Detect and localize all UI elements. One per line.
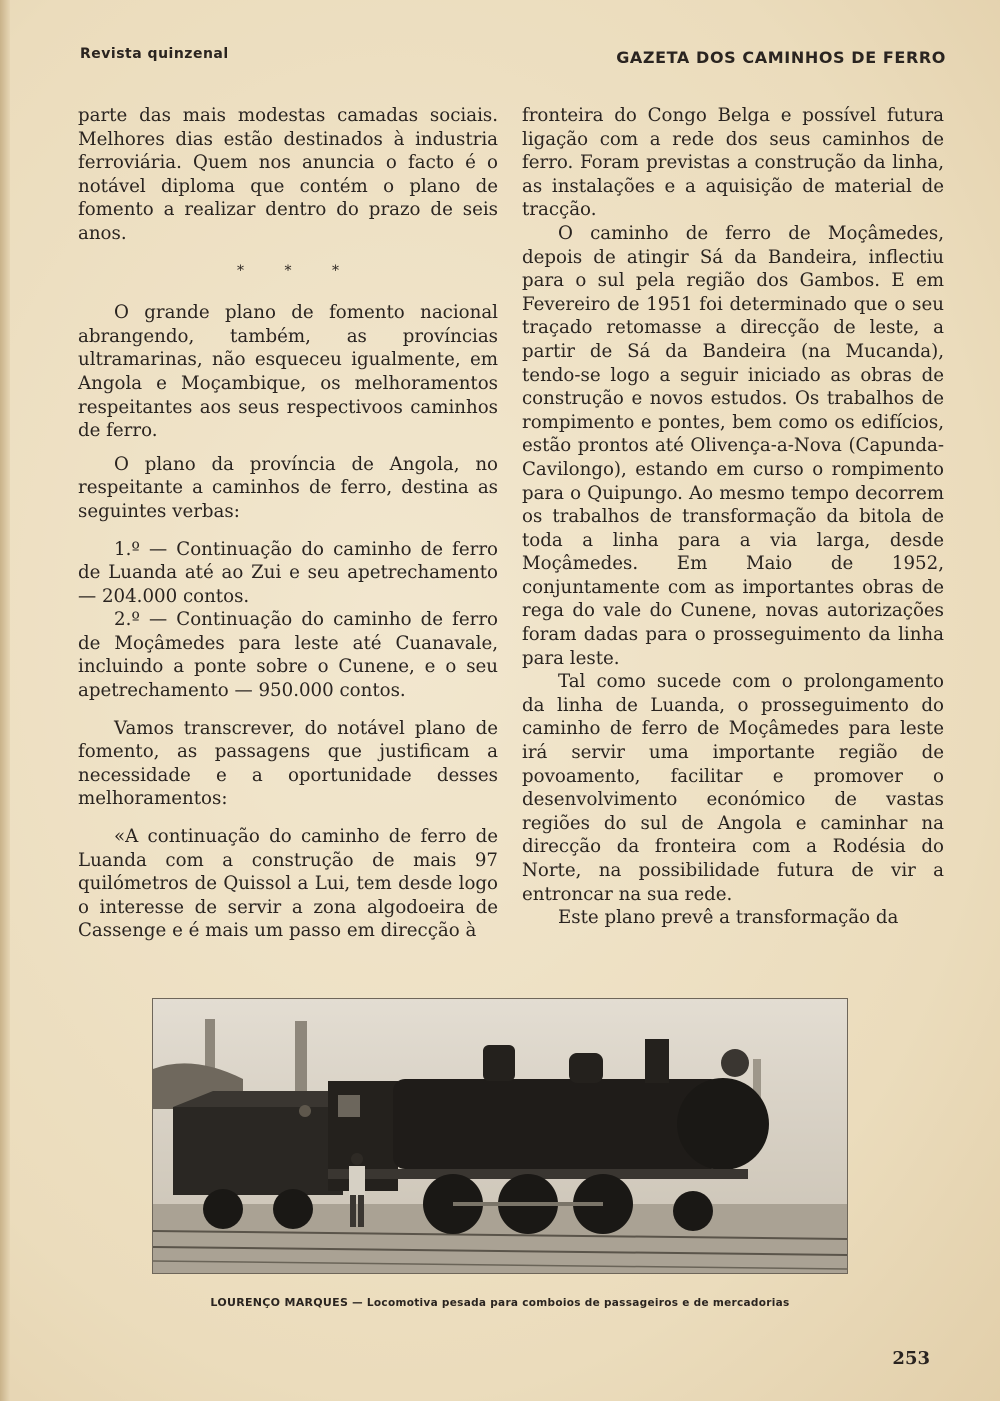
- left-paragraph-1: parte das mais modestas camadas sociais. Melhores dias estão destinados à industria ferroviária. Quem nos anuncia o facto é o notável diploma que contém o plano de fomento a realizar dentro do prazo de seis anos.: [78, 105, 498, 244]
- right-paragraph-1: fronteira do Congo Belga e possível futura ligação com a rede dos seus caminhos de ferro. Foram previstas a construção da linha, as instalações e a aquisição de material de tracção.: [522, 105, 944, 221]
- left-paragraph-2: O grande plano de fomento nacional abrangendo, também, as províncias ultramarinas, não esqueceu igualmente, em Angola e Moçambique, os melhoramentos respeitantes aos seus respectivoos caminhos de ferro.: [78, 302, 498, 442]
- budget-item-2: 2.º — Continuação do caminho de ferro de Moçâmedes para leste até Cuanavale, incluindo a ponte sobre o Cunene, e o seu apetrechamento — 950.000 contos.: [78, 609, 498, 702]
- left-paragraph-3: O plano da província de Angola, no respeitante a caminhos de ferro, destina as seguintes verbas:: [78, 453, 498, 522]
- section-separator: * * *: [237, 262, 357, 279]
- right-column: [522, 104, 944, 930]
- running-header-left: Revista quinzenal: [80, 46, 229, 62]
- page-number: 253: [892, 1348, 930, 1369]
- caption-place: LOURENÇO MARQUES: [210, 1296, 349, 1309]
- caption-text: — Locomotiva pesada para comboios de passageiros e de mercadorias: [348, 1297, 790, 1309]
- right-paragraph-4: Este plano prevê a transformação da: [558, 907, 899, 929]
- left-paragraph-4: Vamos transcrever, do notável plano de fomento, as passagens que justificam a necessidade e a oportunidade desses melhoramentos:: [78, 717, 498, 810]
- locomotive-photo: [152, 998, 848, 1274]
- running-header-right: GAZETA DOS CAMINHOS DE FERRO: [616, 48, 946, 67]
- locomotive-illustration: [153, 999, 847, 1273]
- right-paragraph-3: Tal como sucede com o prolongamento da linha de Luanda, o prosseguimento do caminho de ferro de Moçâmedes para leste irá servir uma importante região de povoamento, facilitar e promover o desenvolvimento económico de vastas regiões do sul de Angola e caminhar na direcção da fronteira com a Rodésia do Norte, na possibilidade futura de vir a entroncar na sua rede.: [522, 671, 944, 905]
- left-paragraph-5: «A continuação do caminho de ferro de Luanda com a construção de mais 97 quilómetros de Quissol a Lui, tem desde logo o interesse de servir a zona algodoeira de Cassenge e é mais um passo em direcção à: [78, 826, 498, 942]
- budget-item-1: 1.º — Continuação do caminho de ferro de Luanda até ao Zui e seu apetrechamento — 204.000 contos.: [78, 538, 498, 607]
- photo-caption: [0, 1296, 1000, 1309]
- left-column: [78, 104, 498, 943]
- right-paragraph-2: O caminho de ferro de Moçâmedes, depois de atingir Sá da Bandeira, inflectiu para o sul pela região dos Gambos. E em Fevereiro de 1951 foi determinado que o seu traçado retomasse a direcção de leste, a partir de Sá da Bandeira (na Mucanda), tendo-se logo a seguir iniciado as obras de construção e novos estudos. Os trabalhos de rompimento e pontes, bem como os edifícios, estão prontos até Olivença-a-Nova (Capunda-Cavilongo), estando em curso o rompimento para o Quipungo. Ao mesmo tempo decorrem os trabalhos de transformação da bitola de toda a linha para a via larga, desde Moçâmedes. Em Maio de 1952, conjuntamente com as importantes obras de rega do vale do Cunene, novas autorizações foram dadas para o prosseguimento da linha para leste.: [522, 222, 944, 669]
- binding-edge: [0, 0, 10, 1401]
